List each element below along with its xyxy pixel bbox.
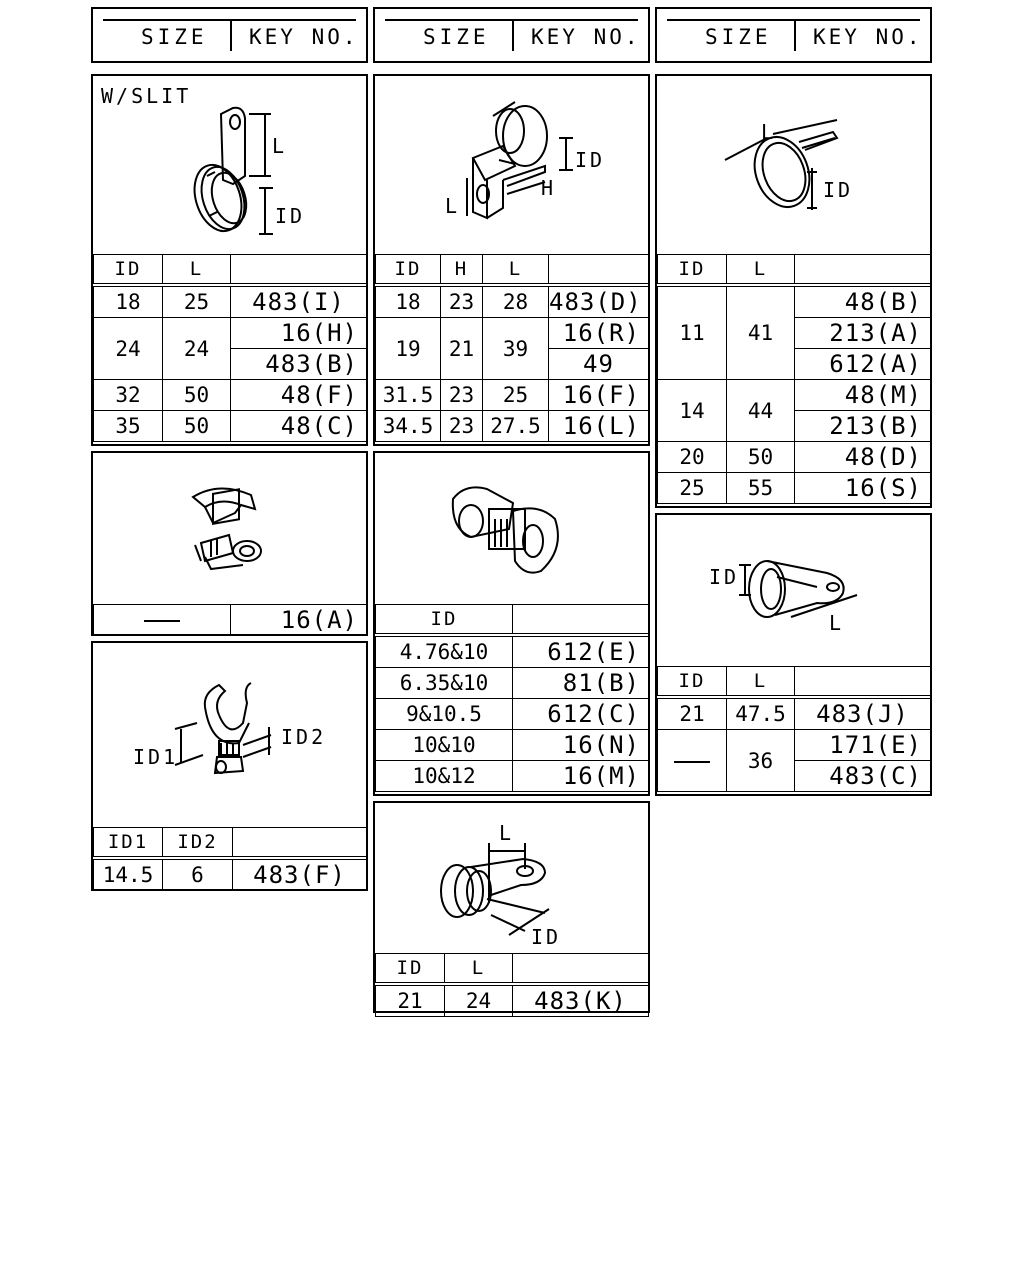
key-no: 483(K): [513, 984, 649, 1017]
table-row: 24 24 16(H): [94, 318, 367, 349]
key-no: 171(E): [795, 730, 931, 761]
table-row: 14 44 48(M): [658, 380, 931, 411]
table-row: 31.5 23 25 16(F): [376, 380, 649, 411]
slit-clamp-table: [93, 254, 367, 442]
dim-label-l: L: [829, 611, 845, 635]
table-row: 21 24 483(K): [376, 984, 649, 1017]
key-no: 48(F): [231, 380, 367, 411]
panel-dual-diameter-clip: [91, 641, 368, 891]
table-row: 10&10 16(N): [376, 730, 649, 761]
table-row: 36 171(E): [658, 730, 931, 761]
dim-label-l: L: [272, 134, 288, 158]
loop-clamp-figure: [657, 515, 930, 665]
col-l: L: [445, 954, 513, 985]
header-key-label: KEY NO.: [531, 25, 641, 49]
dim-label-id: ID: [275, 204, 306, 228]
key-no: 483(D): [549, 285, 649, 318]
col-id: ID: [94, 255, 163, 286]
key-no: 16(M): [513, 761, 649, 792]
table-row: 34.5 23 27.5 16(L): [376, 411, 649, 442]
col-l: L: [727, 255, 795, 286]
col-id: ID: [376, 255, 441, 286]
double-clip-figure: [375, 453, 648, 603]
col-id: ID: [658, 255, 727, 286]
key-no: 16(H): [231, 318, 367, 349]
col-key: [513, 954, 649, 985]
table-row: 9&10.5 612(C): [376, 699, 649, 730]
dim-label-l: L: [445, 194, 461, 218]
panel-loop-clamp: [655, 513, 932, 796]
table-row: 18 25 483(I): [94, 285, 367, 318]
col-key: [549, 255, 649, 286]
plastic-clip-table: [93, 604, 367, 636]
dim-label-l: L: [761, 120, 777, 144]
table-row: 4.76&10 612(E): [376, 635, 649, 668]
panel-double-clip: [373, 451, 650, 796]
key-no: 483(C): [795, 761, 931, 792]
key-no: 213(A): [795, 318, 931, 349]
dim-label-id: ID: [531, 925, 562, 949]
col-id: ID: [376, 605, 513, 636]
key-no: 16(S): [795, 473, 931, 504]
col-key: [795, 255, 931, 286]
double-clip-table: [375, 604, 649, 792]
key-no: 48(D): [795, 442, 931, 473]
key-no: 16(N): [513, 730, 649, 761]
dim-label-h: H: [541, 176, 557, 200]
header-size-key-3: [655, 7, 932, 63]
table-row: 14.5 6 483(F): [94, 858, 367, 891]
col-key: [795, 667, 931, 698]
panel-tab-clamp: [373, 801, 650, 1013]
col-key: [513, 605, 649, 636]
slit-note: W/SLIT: [101, 84, 192, 108]
ring-clamp-figure: [657, 76, 930, 254]
tab-clamp-table: [375, 953, 649, 1017]
col-key: [231, 255, 367, 286]
dual-diameter-clip-table: [93, 827, 367, 891]
table-row: 19 21 39 16(R): [376, 318, 649, 349]
table-row: 6.35&10 81(B): [376, 668, 649, 699]
table-row: 20 50 48(D): [658, 442, 931, 473]
key-no: 612(E): [513, 635, 649, 668]
key-no: 49: [549, 349, 649, 380]
key-no: 612(A): [795, 349, 931, 380]
header-size-key-1: [91, 7, 368, 63]
plastic-clip-figure: [93, 453, 366, 603]
header-key-label: KEY NO.: [249, 25, 359, 49]
col-key: [233, 828, 367, 859]
col-l: L: [727, 667, 795, 698]
col-id: ID: [376, 954, 445, 985]
dim-label-id: ID: [709, 565, 740, 589]
col-id: ID: [658, 667, 727, 698]
panel-slit-clamp: [91, 74, 368, 446]
panel-ring-clamp: [655, 74, 932, 508]
table-row: 25 55 16(S): [658, 473, 931, 504]
slit-clamp-figure: [93, 76, 366, 254]
ring-clamp-table: [657, 254, 931, 504]
col-h: H: [441, 255, 483, 286]
key-no: 48(M): [795, 380, 931, 411]
key-no: 16(F): [549, 380, 649, 411]
key-no: 48(C): [231, 411, 367, 442]
table-row: [94, 605, 367, 636]
table-row: 11 41 48(B): [658, 285, 931, 318]
dim-label-id2: ID2: [281, 725, 327, 749]
header-key-label: KEY NO.: [813, 25, 923, 49]
dim-label-id: ID: [823, 178, 854, 202]
dim-label-l: L: [499, 821, 515, 845]
key-no: 483(I): [231, 285, 367, 318]
header-size-key-2: [373, 7, 650, 63]
table-row: 21 47.5 483(J): [658, 697, 931, 730]
key-no: 612(C): [513, 699, 649, 730]
dim-label-id1: ID1: [133, 745, 179, 769]
key-no: 483(F): [233, 858, 367, 891]
key-no: 81(B): [513, 668, 649, 699]
key-no: 213(B): [795, 411, 931, 442]
bracket-clamp-figure: [375, 76, 648, 254]
col-id1: ID1: [94, 828, 163, 859]
col-id2: ID2: [163, 828, 233, 859]
table-row: 35 50 48(C): [94, 411, 367, 442]
dim-label-id: ID: [575, 148, 606, 172]
panel-plastic-clip: [91, 451, 368, 636]
table-row: 10&12 16(M): [376, 761, 649, 792]
header-size-label: SIZE: [141, 25, 208, 49]
bracket-clamp-table: [375, 254, 649, 442]
table-row: 18 23 28 483(D): [376, 285, 649, 318]
key-no: 16(L): [549, 411, 649, 442]
panel-bracket-clamp: [373, 74, 650, 446]
key-no: 16(R): [549, 318, 649, 349]
key-no: 483(B): [231, 349, 367, 380]
table-row: 32 50 48(F): [94, 380, 367, 411]
header-size-label: SIZE: [705, 25, 772, 49]
key-no: 16(A): [231, 605, 367, 636]
key-no: 48(B): [795, 285, 931, 318]
header-size-label: SIZE: [423, 25, 490, 49]
key-no: 483(J): [795, 697, 931, 730]
col-l: L: [163, 255, 231, 286]
loop-clamp-table: [657, 666, 931, 792]
col-l: L: [483, 255, 549, 286]
